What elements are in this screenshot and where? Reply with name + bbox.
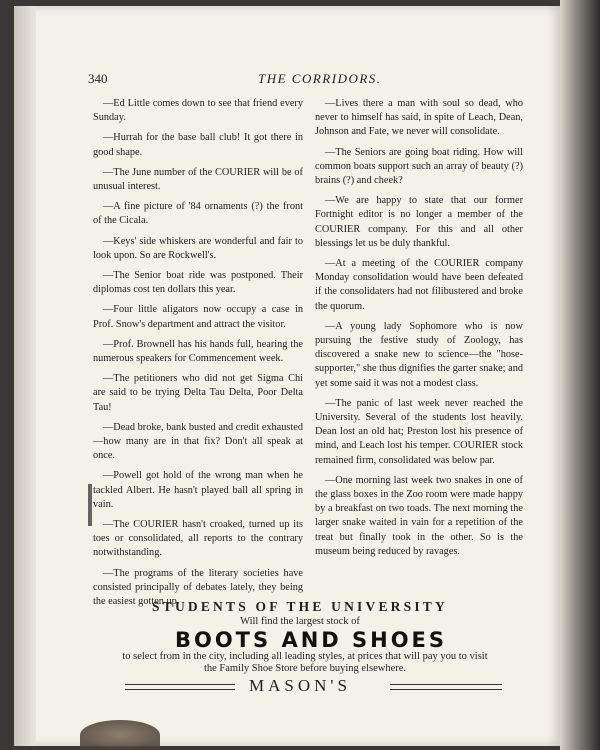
paragraph: —The panic of last week never reached the University. Several of the students lost heavily. Dean lost an old hat; Preston lost his presence of mind, and Leach lost his temper. COURIER stock remained firm, consolidated was below par. [315,397,523,466]
paragraph: —Dead broke, bank busted and credit exhausted—how many are in that fix? Don't all speak at once. [93,421,303,462]
paragraph: —Lives there a man with soul so dead, who never to himself has said, in spite of Leach, Dean, Johnson and Fate, we never will consolidate. [315,98,523,138]
paragraph: —Four little aligators now occupy a case in Prof. Snow's department and attract the visitor. [93,304,303,330]
paragraph: —The COURIER hasn't croaked, turned up its toes or consolidated, all reports to the contrary notwithstanding. [93,519,303,559]
paragraph: —Ed Little comes down to see that friend every Sunday. [93,98,303,124]
ad-store-name: MASON'S [249,676,351,695]
right-column [315,97,523,565]
paragraph: —We are happy to state that our former Fortnight editor is no longer a member of the COURIER company. For this and all other blessings let us be duly thankful. [315,195,523,249]
running-title: THE CORRIDORS. [258,71,382,86]
ad-product: BOOTS AND SHOES [174,628,448,652]
ink-mark [88,484,92,526]
ad-subheading: Will find the largest stock of [240,616,360,627]
paragraph: —A fine picture of '84 ornaments (?) the front of the Cicala. [93,201,303,227]
left-column [93,97,303,615]
paragraph: —Powell got hold of the wrong man when he tackled Albert. He hasn't played ball all spring in vain. [93,470,303,510]
ad-heading: STUDENTS OF THE UNIVERSITY [152,599,448,614]
paragraph: —Hurrah for the base ball club! It got there in good shape. [93,132,303,158]
paragraph: —Keys' side whiskers are wonderful and fair to look upon. So are Rockwell's. [93,235,303,261]
ad-body [0,651,600,675]
scanner-thumb [80,720,160,750]
paragraph: —Prof. Brownell has his hands full, hearing the numerous speakers for Commencement week. [93,338,303,365]
paragraph: —One morning last week two snakes in one of the glass boxes in the Zoo room were made happy by a breakfast on two toads. The next morning the larger snake waited in vain for a repetition of the treat but finally took in the other. So is the museum being reduced by ravages. [315,474,523,557]
paragraph: —The Seniors are going boat riding. How will common boats support such an array of beauty (?) brains (?) and cheek? [315,146,523,187]
page-number: 340 [88,71,108,86]
ad-body-line: the Family Shoe Store before buying elsewhere. [203,663,407,674]
paragraph: —The programs of the literary societies have consisted principally of debates lately, they being the easiest gotten up. [93,567,303,608]
paragraph: —At a meeting of the COURIER company Monday consolidation would have been defeated if the consolidaters had not filibustered and broke the quorum. [315,258,523,312]
paragraph: —The Senior boat ride was postponed. Their diplomas cost ten dollars this year. [93,270,303,296]
paragraph: —A young lady Sophomore who is now pursuing the festive study of Zoology, has discovered a snake new to science—the "hose-supporter," she thus dignifies the garter snake; and yet some said it was not a modest class. [315,320,523,389]
paragraph: —The June number of the COURIER will be of unusual interest. [93,166,303,193]
ad-body-line: to select from in the city, including all leading styles, at prices that will pay you to visit [122,651,488,662]
paragraph: —The petitioners who did not get Sigma Chi are said to be trying Delta Tau Delta, Poor Delta Tau! [93,373,303,413]
